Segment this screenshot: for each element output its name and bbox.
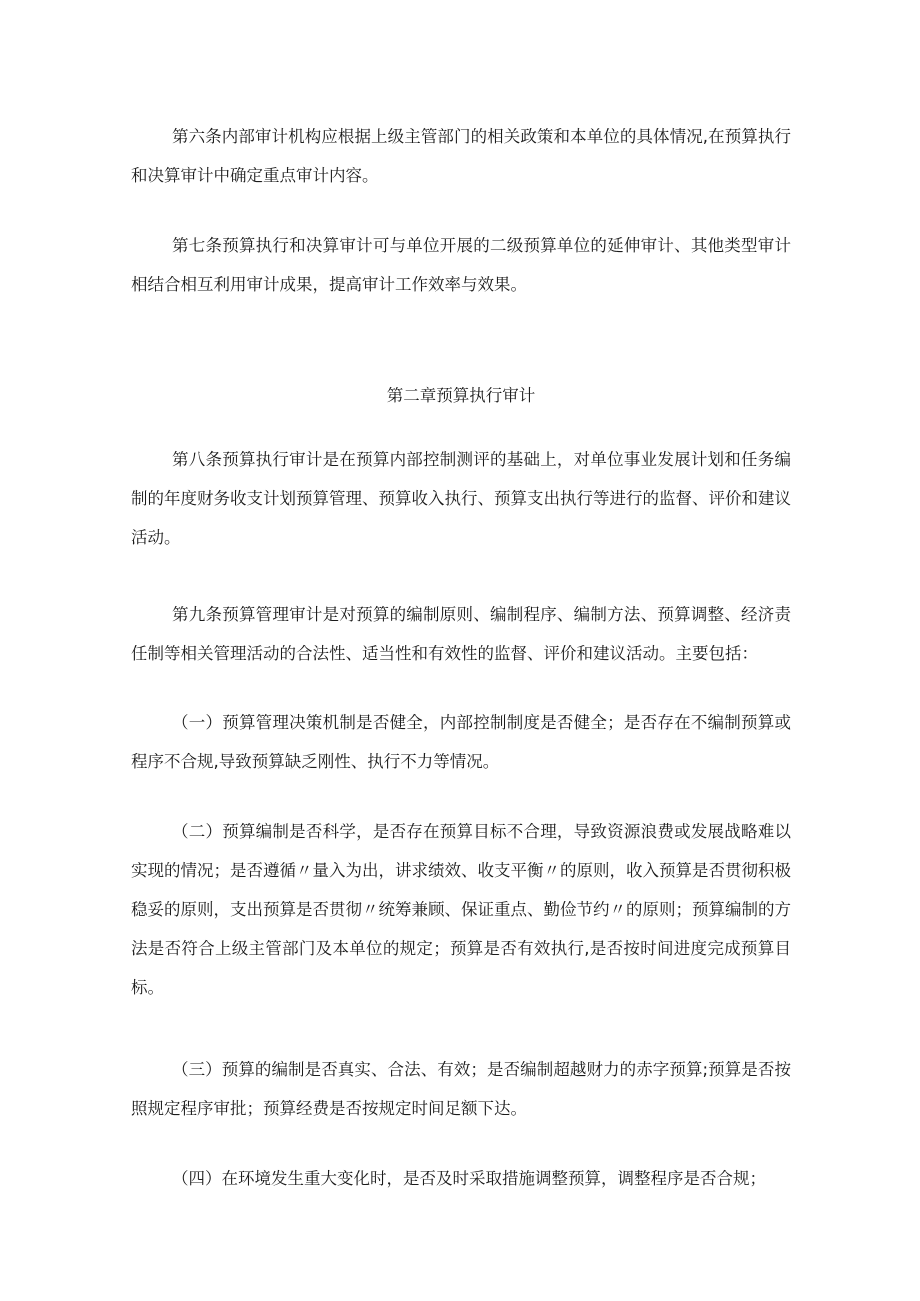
- article-6-paragraph: 第六条内部审计机构应根据上级主管部门的相关政策和本单位的具体情况,在预算执行和决算审计中确定重点审计内容。: [131, 127, 791, 185]
- item-3-paragraph: （三）预算的编制是否真实、合法、有效；是否编制超越财力的赤字预算;预算是否按照规定程序审批；预算经费是否按规定时间足额下达。: [131, 1060, 791, 1118]
- chapter-title: 第二章预算执行审计: [386, 386, 536, 405]
- item-1-paragraph: （一）预算管理决策机制是否健全，内部控制制度是否健全；是否存在不编制预算或程序不合规,导致预算缺乏刚性、执行不力等情况。: [131, 713, 791, 771]
- item-4-paragraph: （四）在环境发生重大变化时，是否及时采取措施调整预算，调整程序是否合规；: [172, 1169, 766, 1188]
- article-8-paragraph: 第八条预算执行审计是在预算内部控制测评的基础上，对单位事业发展计划和任务编制的年度财务收支计划预算管理、预算收入执行、预算支出执行等进行的监督、评价和建议活动。: [131, 450, 791, 547]
- article-9-paragraph: 第九条预算管理审计是对预算的编制原则、编制程序、编制方法、预算调整、经济责任制等相关管理活动的合法性、适当性和有效性的监督、评价和建议活动。主要包括：: [131, 605, 791, 663]
- item-2-paragraph: （二）预算编制是否科学，是否存在预算目标不合理，导致资源浪费或发展战略难以实现的情况；是否遵循〃量入为出，讲求绩效、收支平衡〃的原则，收入预算是否贯彻积极稳妥的原则，支出预算是否贯彻〃统筹兼顾、保证重点、勤俭节约〃的原则；预算编制的方法是否符合上级主管部门及本单位的规定；预算是否有效执行,是否按时间进度完成预算目标。: [131, 822, 791, 997]
- article-7-paragraph: 第七条预算执行和决算审计可与单位开展的二级预算单位的延伸审计、其他类型审计相结合相互利用审计成果，提高审计工作效率与效果。: [131, 236, 791, 294]
